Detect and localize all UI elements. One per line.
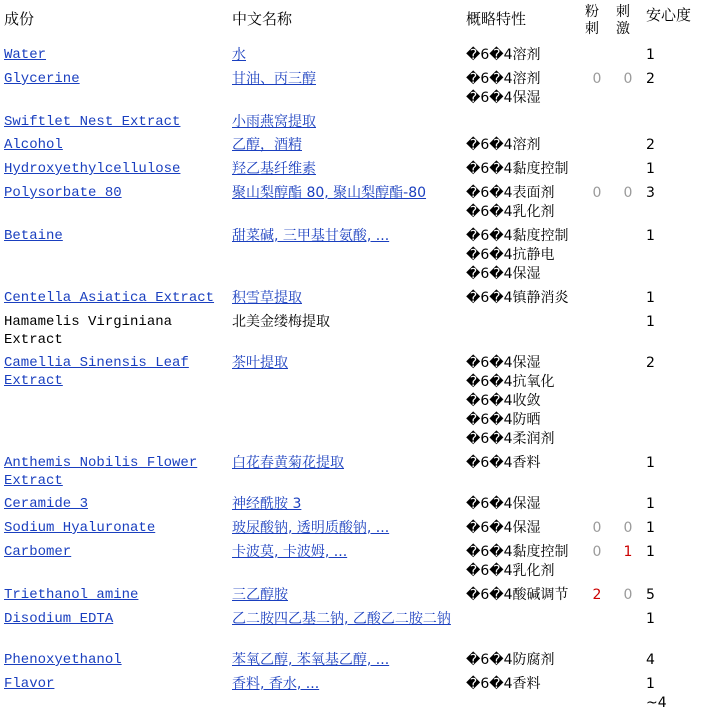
acne-rating: 0 xyxy=(592,544,602,560)
safety-rating: 1 xyxy=(646,314,655,330)
feature-list xyxy=(466,227,584,284)
acne-rating: 0 xyxy=(592,520,602,536)
chinese-name[interactable]: 白花春黄菊花提取 xyxy=(232,455,344,471)
feature-list xyxy=(466,70,584,108)
feature-item: �6�4黏度控制 xyxy=(466,544,569,560)
ingredient-name[interactable]: Camellia Sinensis Leaf Extract xyxy=(4,355,189,389)
chinese-name[interactable]: 甘油、丙三醇 xyxy=(232,71,316,87)
ingredient-name[interactable]: Ceramide 3 xyxy=(4,496,89,512)
feature-list xyxy=(466,160,584,179)
feature-list xyxy=(466,454,584,473)
chinese-name[interactable]: 聚山梨醇酯 80, 聚山梨醇酯-80 xyxy=(232,185,427,201)
safety-rating: 3 xyxy=(646,185,655,201)
ingredient-name[interactable]: Hydroxyethylcellulose xyxy=(4,161,181,177)
safety-rating: 2 xyxy=(646,71,655,87)
feature-item: �6�4收敛 xyxy=(466,393,541,409)
irritation-rating: 1 xyxy=(623,544,633,560)
chinese-name[interactable]: 三乙醇胺 xyxy=(232,587,288,603)
header-acne xyxy=(584,4,600,38)
ingredient-name[interactable]: Sodium Hyaluronate xyxy=(4,520,156,536)
feature-item: �6�4抗静电 xyxy=(466,247,555,263)
feature-item: �6�4柔润剂 xyxy=(466,431,555,447)
acne-rating: 0 xyxy=(592,71,602,87)
chinese-name[interactable]: 苯氧乙醇, 苯氧基乙醇, ... xyxy=(232,652,390,668)
feature-item: �6�4乳化剂 xyxy=(466,563,555,579)
chinese-name[interactable]: 卡波莫, 卡波姆, ... xyxy=(232,544,348,560)
safety-rating: 5 xyxy=(646,587,655,603)
chinese-name[interactable]: 玻尿酸钠, 透明质酸钠, ... xyxy=(232,520,390,536)
ingredient-name: Hamamelis Virginiana Extract xyxy=(4,314,173,348)
safety-rating: 1 xyxy=(646,47,655,63)
feature-list xyxy=(466,495,584,514)
feature-list xyxy=(466,519,584,538)
feature-item: �6�4香料 xyxy=(466,676,541,692)
irritation-rating: 0 xyxy=(623,185,633,201)
safety-rating: 1 xyxy=(646,228,655,244)
header-safety: 安心度 xyxy=(646,6,692,24)
safety-rating: 1 xyxy=(646,544,655,560)
safety-rating: 1 xyxy=(646,611,655,627)
feature-list xyxy=(466,651,584,670)
feature-item: �6�4防腐剂 xyxy=(466,652,555,668)
irritation-rating: 0 xyxy=(623,71,633,87)
safety-rating: 1 xyxy=(646,520,655,536)
acne-rating: 2 xyxy=(592,587,602,603)
header-ingredient: 成份 xyxy=(4,10,35,28)
safety-rating: 1 xyxy=(646,455,655,471)
ingredient-name[interactable]: Anthemis Nobilis Flower Extract xyxy=(4,455,198,489)
feature-list xyxy=(466,354,584,449)
header-irritation xyxy=(615,4,631,38)
feature-item: �6�4保湿 xyxy=(466,520,541,536)
feature-item: �6�4表面剂 xyxy=(466,185,555,201)
header-chinese-name: 中文名称 xyxy=(232,10,293,28)
safety-rating: 2 xyxy=(646,355,655,371)
ingredient-name[interactable]: Alcohol xyxy=(4,137,63,153)
safety-rating: 1 ~4 xyxy=(646,676,667,711)
feature-item: �6�4保湿 xyxy=(466,355,541,371)
safety-rating: 1 xyxy=(646,496,655,512)
feature-list xyxy=(466,184,584,222)
safety-rating: 4 xyxy=(646,652,655,668)
chinese-name[interactable]: 甜菜碱, 三甲基甘氨酸, ... xyxy=(232,228,390,244)
ingredient-name[interactable]: Centella Asiatica Extract xyxy=(4,290,215,306)
ingredient-name[interactable]: Flavor xyxy=(4,676,55,692)
ingredient-name[interactable]: Disodium EDTA xyxy=(4,611,114,627)
feature-item: �6�4乳化剂 xyxy=(466,204,555,220)
header-irritation-line1: 刺 xyxy=(616,4,630,20)
feature-item: �6�4抗氧化 xyxy=(466,374,555,390)
chinese-name[interactable]: 香料, 香水, ... xyxy=(232,676,320,692)
feature-list xyxy=(466,136,584,155)
feature-item: �6�4保湿 xyxy=(466,90,541,106)
ingredient-name[interactable]: Phenoxyethanol xyxy=(4,652,122,668)
ingredient-name[interactable]: Water xyxy=(4,47,47,63)
ingredient-name[interactable]: Polysorbate 80 xyxy=(4,185,122,201)
feature-item: �6�4溶剂 xyxy=(466,47,541,63)
ingredient-name[interactable]: Glycerine xyxy=(4,71,80,87)
safety-rating: 2 xyxy=(646,137,655,153)
chinese-name: 北美金缕梅提取 xyxy=(232,314,330,330)
feature-item: �6�4保湿 xyxy=(466,266,541,282)
feature-item: �6�4香料 xyxy=(466,455,541,471)
chinese-name[interactable]: 茶叶提取 xyxy=(232,355,288,371)
header-acne-line1: 粉 xyxy=(585,4,599,20)
safety-rating: 1 xyxy=(646,161,655,177)
header-irritation-line2: 激 xyxy=(616,21,630,37)
feature-item: �6�4酸碱调节 xyxy=(466,587,569,603)
ingredient-name[interactable]: Triethanol amine xyxy=(4,587,139,603)
feature-item: �6�4防晒 xyxy=(466,412,541,428)
irritation-rating: 0 xyxy=(623,520,633,536)
chinese-name[interactable]: 羟乙基纤维素 xyxy=(232,161,316,177)
feature-list xyxy=(466,46,584,65)
chinese-name[interactable]: 乙二胺四乙基二钠, 乙酸乙二胺二钠 xyxy=(232,611,451,627)
header-features: 概略特性 xyxy=(466,10,527,28)
feature-list xyxy=(466,675,584,694)
irritation-rating: 0 xyxy=(623,587,633,603)
feature-list xyxy=(466,586,584,605)
feature-list xyxy=(466,289,584,308)
acne-rating: 0 xyxy=(592,185,602,201)
chinese-name[interactable]: 乙醇，酒精 xyxy=(232,137,302,153)
feature-item: �6�4溶剂 xyxy=(466,71,541,87)
feature-list xyxy=(466,543,584,581)
feature-item: �6�4黏度控制 xyxy=(466,228,569,244)
chinese-name[interactable]: 小雨燕窝提取 xyxy=(232,114,316,130)
chinese-name[interactable]: 神经酰胺 3 xyxy=(232,496,302,512)
feature-item: �6�4镇静消炎 xyxy=(466,290,569,306)
chinese-name[interactable]: 积雪草提取 xyxy=(232,290,302,306)
feature-item: �6�4黏度控制 xyxy=(466,161,569,177)
chinese-name[interactable]: 水 xyxy=(232,47,246,63)
ingredient-name[interactable]: Swiftlet Nest Extract xyxy=(4,114,181,130)
feature-item: �6�4保湿 xyxy=(466,496,541,512)
ingredient-name[interactable]: Carbomer xyxy=(4,544,72,560)
feature-item: �6�4溶剂 xyxy=(466,137,541,153)
safety-rating: 1 xyxy=(646,290,655,306)
ingredient-name[interactable]: Betaine xyxy=(4,228,63,244)
header-acne-line2: 刺 xyxy=(585,21,599,37)
